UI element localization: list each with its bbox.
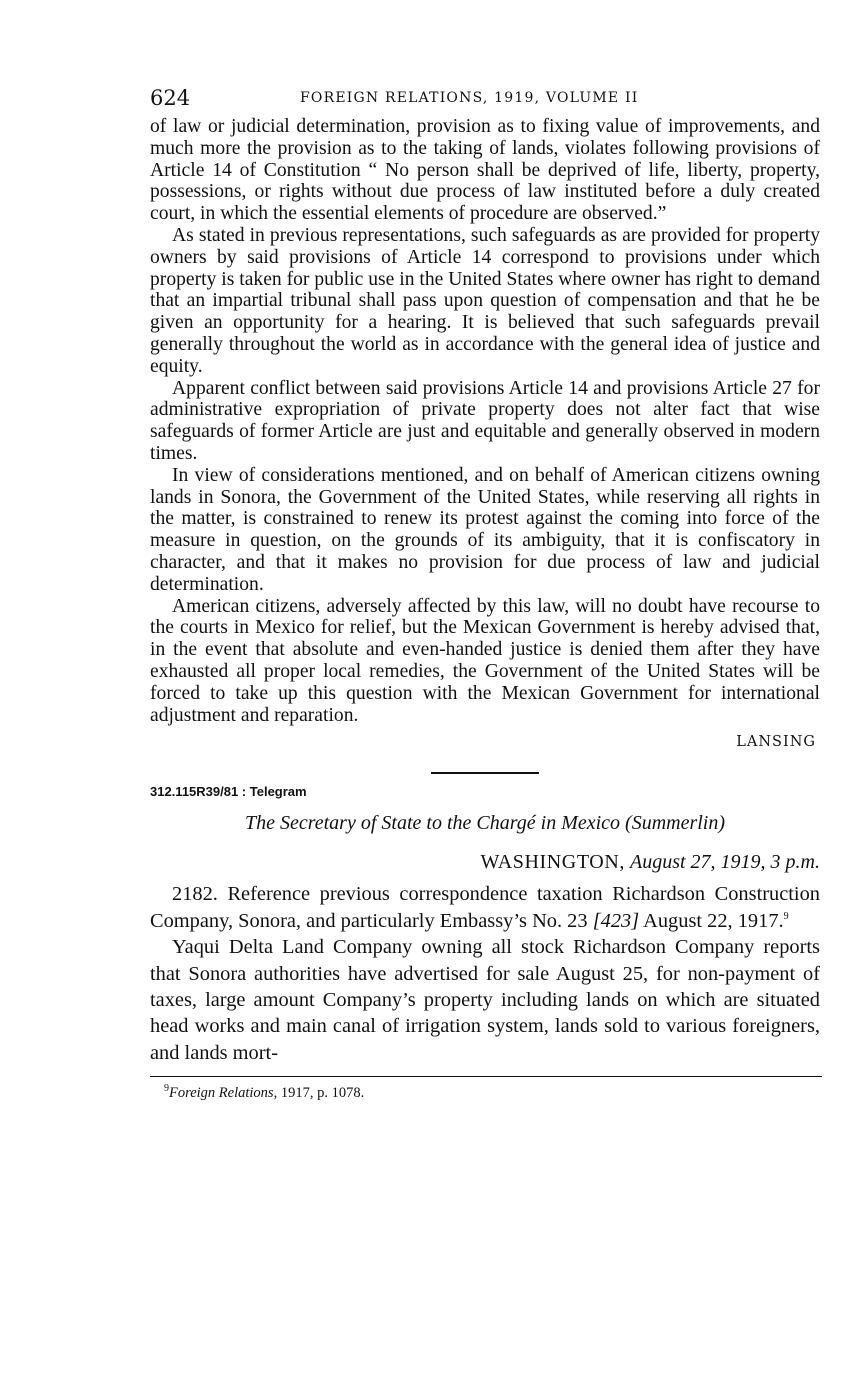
section-divider xyxy=(431,772,539,774)
document-page xyxy=(150,86,820,1102)
paragraph: Yaqui Delta Land Company owning all stock Richardson Company reports that Sonora authorities have advertised for sale August 25, for non-payment of taxes, large amount Company’s property including lands on which are situated head works and main canal of irrigation system, lands sold to various foreigners, and lands mort- xyxy=(150,936,820,1064)
paragraph: In view of considerations mentioned, and on behalf of American citizens owning lands in Sonora, the Government of the United States, while reserving all rights in the matter, is constrained to renew its protest against the coming into force of the measure in question, on the grounds of its ambiguity, that it is confiscatory in character, and that it makes no provision for due process of law and judicial determination. xyxy=(150,464,820,595)
paragraph: of law or judicial determination, provision as to fixing value of improvements, and much more the provision as to the taking of lands, violates following provisions of Article 14 of Constitution “ No person shall be deprived of life, liberty, property, possessions, or rights without due process of law instituted before a duly created court, in which the essential elements of procedure are observed.” xyxy=(150,116,820,225)
footnote-marker: 9 xyxy=(783,910,789,922)
paragraph-text: August 22, 1917. xyxy=(643,909,784,932)
document-title: The Secretary of State to the Chargé in Mexico (Summerlin) xyxy=(244,812,726,835)
page-number: 624 xyxy=(150,86,191,110)
file-reference: 312.115R39/81 : Telegram xyxy=(150,784,307,800)
page-header xyxy=(150,86,820,116)
continued-body xyxy=(150,116,820,726)
footnote-number: 9 xyxy=(164,1083,169,1095)
dateline xyxy=(150,851,820,874)
paragraph xyxy=(150,881,820,934)
footnote-text: 1917, p. 1078. xyxy=(277,1085,365,1102)
paragraph: As stated in previous representations, such safeguards as are provided for property owners by said provisions of Article 14 correspond to provisions under which property is taken for public use in the United States where owner has right to demand that an impartial tribunal shall pass upon question of compensation and that he be given an opportunity for a hearing. It is believed that such safeguards prevail generally throughout the world as in accordance with the general idea of justice and equity. xyxy=(150,224,820,377)
signature: LANSING xyxy=(736,734,816,751)
bracketed-reference: [423] xyxy=(592,909,640,932)
footnote xyxy=(164,1085,820,1102)
footnote-title: Foreign Relations, xyxy=(169,1085,278,1102)
telegram-body xyxy=(150,881,820,1066)
paragraph: Apparent conflict between said provisions Article 14 and provisions Article 27 for administrative expropriation of private property does not alter fact that wise safeguards of former Article are just and equitable and generally observed in modern times. xyxy=(150,377,820,464)
paragraph: American citizens, adversely affected by this law, will no doubt have recourse to the courts in Mexico for relief, but the Mexican Government is hereby advised that, in the event that absolute and even-handed justice is denied them after they have exhausted all proper local remedies, the Government of the United States will be forced to take up this question with the Mexican Government for international adjustment and reparation. xyxy=(150,595,820,726)
footnote-divider xyxy=(150,1076,822,1077)
paragraph-text: 2182. Reference previous correspondence taxation Richardson Construction Company, Sonora, and particularly Embassy’s No. 23 xyxy=(150,883,820,932)
dateline-place: WASHINGTON, xyxy=(480,851,625,874)
dateline-date: August 27, 1919, 3 p.m. xyxy=(630,851,820,874)
running-head: FOREIGN RELATIONS, 1919, VOLUME II xyxy=(300,90,639,106)
